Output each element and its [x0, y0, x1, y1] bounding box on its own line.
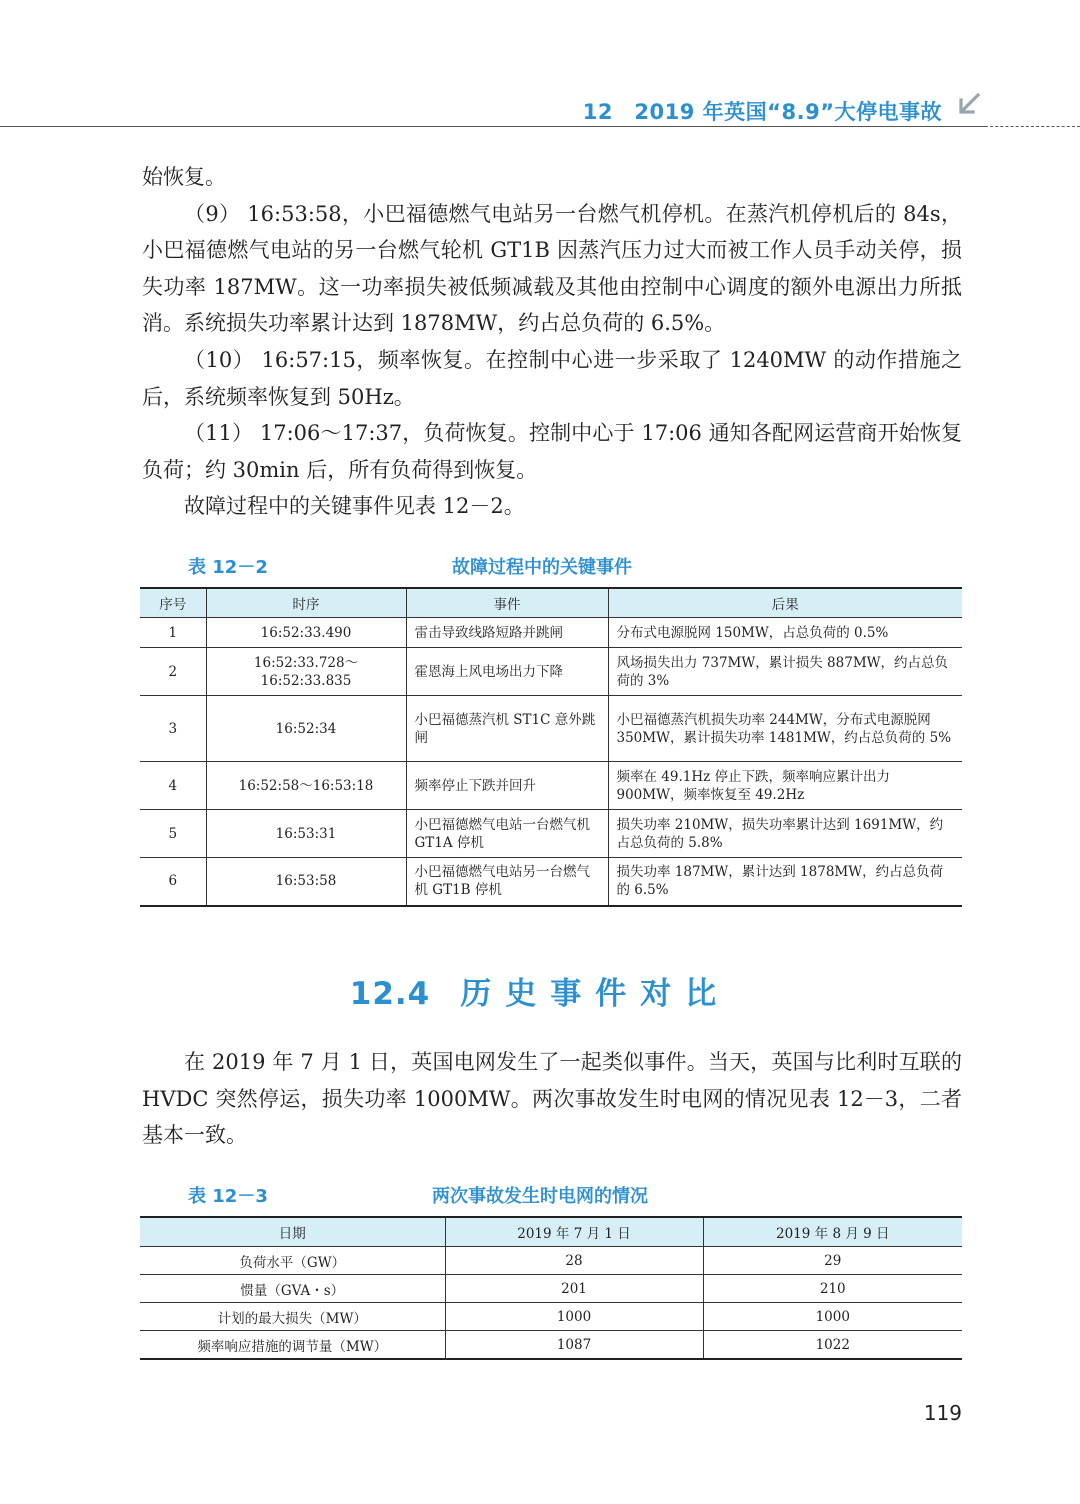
table-header-row: [140, 588, 962, 618]
table-number: 表 12－3: [188, 1186, 268, 1207]
table-cell: 201: [445, 1275, 703, 1303]
column-header: 后果: [608, 588, 962, 618]
section-heading: [0, 968, 1080, 1013]
table-row: [140, 810, 962, 858]
paragraph: 故障过程中的关键事件见表 12－2。: [184, 494, 525, 519]
table-cell: 霍恩海上风电场出力下降: [406, 648, 608, 696]
table-number: 表 12－2: [188, 557, 268, 578]
table-cell: 29: [703, 1247, 962, 1275]
table-cell: 16:53:58: [206, 858, 406, 906]
table-cell: 1000: [703, 1303, 962, 1331]
table-cell: 5: [140, 810, 206, 858]
paragraph: （10） 16:57:15，频率恢复。在控制中心进一步采取了 1240MW 的动作措施之后，系统频率恢复到 50Hz。: [142, 347, 962, 409]
table-row: [140, 762, 962, 810]
body-text-section: [142, 1044, 962, 1154]
table-cell: 16:52:33.728～16:52:33.835: [206, 648, 406, 696]
table-cell: 小巴福德蒸汽机 ST1C 意外跳闸: [406, 696, 608, 762]
table-cell: 28: [445, 1247, 703, 1275]
paragraph: 始恢复。: [142, 165, 226, 189]
table-cell: 损失功率 210MW，损失功率累计达到 1691MW，约占总负荷的 5.8%: [608, 810, 962, 858]
table-cell: 频率响应措施的调节量（MW）: [140, 1331, 445, 1360]
table-row: [140, 1247, 962, 1275]
section-number: 12.4: [349, 976, 431, 1012]
corner-arrow-icon: [956, 92, 982, 118]
table-row: [140, 618, 962, 648]
running-header: [0, 88, 1080, 128]
table-title: 两次事故发生时电网的情况: [432, 1186, 648, 1207]
body-text-top: [142, 159, 962, 525]
table-cell: 频率在 49.1Hz 停止下跌，频率响应累计出力 900MW，频率恢复至 49.2Hz: [608, 762, 962, 810]
table-row: [140, 648, 962, 696]
column-header: 2019 年 8 月 9 日: [703, 1217, 962, 1247]
table-caption: [140, 1182, 962, 1212]
paragraph: 在 2019 年 7 月 1 日，英国电网发生了一起类似事件。当天，英国与比利时互联的 HVDC 突然停运，损失功率 1000MW。两次事故发生时电网的情况见表 12－3，二者基本一致。: [142, 1050, 962, 1148]
table-cell: 小巴福德蒸汽机损失功率 244MW，分布式电源脱网 350MW，累计损失功率 1481MW，约占总负荷的 5%: [608, 696, 962, 762]
table-cell: 6: [140, 858, 206, 906]
table-row: [140, 1331, 962, 1360]
column-header: 序号: [140, 588, 206, 618]
table-cell: 3: [140, 696, 206, 762]
table-cell: 1: [140, 618, 206, 648]
table-cell: 损失功率 187MW，累计达到 1878MW，约占总负荷的 6.5%: [608, 858, 962, 906]
table-row: [140, 696, 962, 762]
table-cell: 雷击导致线路短路并跳闸: [406, 618, 608, 648]
table-cell: 风场损失出力 737MW，累计损失 887MW，约占总负荷的 3%: [608, 648, 962, 696]
table-cell: 分布式电源脱网 150MW，占总负荷的 0.5%: [608, 618, 962, 648]
table-cell: 4: [140, 762, 206, 810]
header-rule-dashed: [985, 126, 1080, 127]
table-cell: 频率停止下跌并回升: [406, 762, 608, 810]
paragraph: （11） 17:06～17:37，负荷恢复。控制中心于 17:06 通知各配网运营商开始恢复负荷；约 30min 后，所有负荷得到恢复。: [142, 421, 962, 482]
column-header: 日期: [140, 1217, 445, 1247]
table-cell: 16:52:34: [206, 696, 406, 762]
column-header: 事件: [406, 588, 608, 618]
table-cell: 小巴福德燃气电站一台燃气机 GT1A 停机: [406, 810, 608, 858]
table-header-row: [140, 1217, 962, 1247]
table-cell: 计划的最大损失（MW）: [140, 1303, 445, 1331]
events-table: [140, 587, 962, 907]
column-header: 时序: [206, 588, 406, 618]
table-caption: [140, 553, 962, 583]
table-row: [140, 858, 962, 906]
table-cell: 负荷水平（GW）: [140, 1247, 445, 1275]
column-header: 2019 年 7 月 1 日: [445, 1217, 703, 1247]
table-cell: 16:52:33.490: [206, 618, 406, 648]
table-cell: 2: [140, 648, 206, 696]
paragraph: （9） 16:53:58，小巴福德燃气电站另一台燃气机停机。在蒸汽机停机后的 84s，小巴福德燃气电站的另一台燃气轮机 GT1B 因蒸汽压力过大而被工作人员手动关停，损失功率 187MW。这一功率损失被低频减载及其他由控制中心调度的额外电源出力所抵消。系统损失功率累计达到 1878MW，约占总负荷的 6.5%。: [142, 201, 962, 336]
page-number: 119: [923, 1401, 962, 1425]
header-rule: [0, 126, 985, 127]
table-cell: 1087: [445, 1331, 703, 1360]
table-cell: 16:52:58～16:53:18: [206, 762, 406, 810]
table-cell: 16:53:31: [206, 810, 406, 858]
section-title: 历史事件对比: [460, 976, 731, 1012]
table-cell: 210: [703, 1275, 962, 1303]
table-cell: 惯量（GVA・s）: [140, 1275, 445, 1303]
table-cell: 1022: [703, 1331, 962, 1360]
table-row: [140, 1303, 962, 1331]
running-header-title: 12 2019 年英国“8.9”大停电事故: [582, 100, 942, 124]
comparison-table: [140, 1216, 962, 1360]
table-title: 故障过程中的关键事件: [452, 557, 632, 578]
table-cell: 小巴福德燃气电站另一台燃气机 GT1B 停机: [406, 858, 608, 906]
table-cell: 1000: [445, 1303, 703, 1331]
table-row: [140, 1275, 962, 1303]
